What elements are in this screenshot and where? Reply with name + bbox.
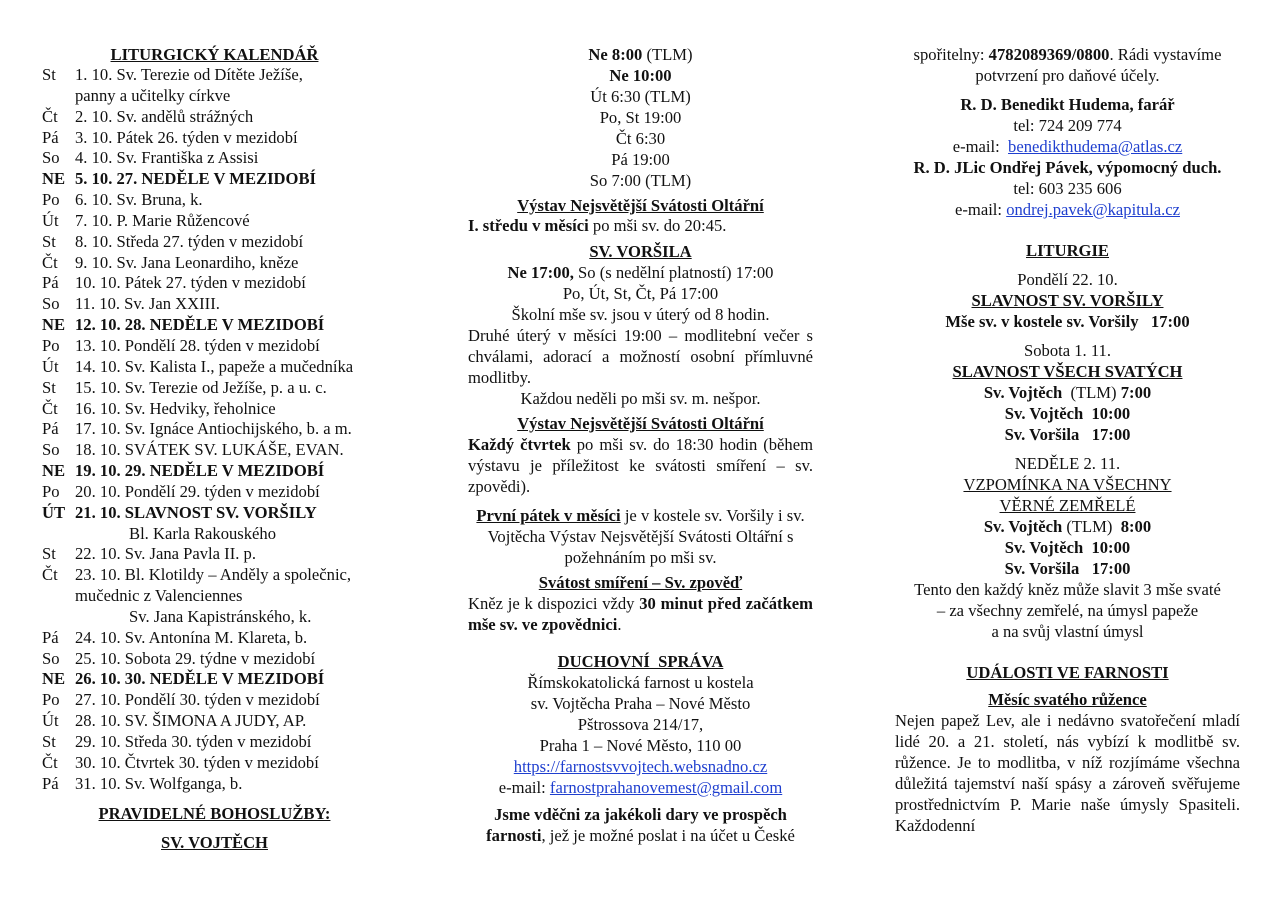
calendar-day: So	[42, 440, 60, 460]
vojtech-mass-3: Út 6:30 (TLM)	[590, 87, 691, 106]
calendar-entry	[42, 107, 387, 128]
calendar-entry	[42, 86, 387, 107]
liturgy-e2-mass-1: Sv. Vojtěch (TLM) 7:00	[983, 383, 1152, 402]
calendar-text: 1. 10. Sv. Terezie od Dítěte Ježíše,	[75, 65, 303, 84]
vorsila-mass-1: Ne 17:00, So (s nedělní platností) 17:00	[507, 262, 774, 282]
left-column	[42, 44, 387, 853]
calendar-day: Čt	[42, 106, 58, 126]
liturgy-title: LITURGIE	[1026, 241, 1109, 260]
liturgy-e1-title: SLAVNOST SV. VORŠILY	[971, 291, 1164, 310]
calendar-entry	[42, 273, 387, 294]
calendar-day: Pá	[42, 773, 59, 793]
vojtech-mass-1: Ne 8:00 (TLM)	[588, 45, 693, 64]
calendar-entry	[42, 294, 387, 315]
calendar-text: 19. 10. 29. NEDĚLE V MEZIDOBÍ	[75, 461, 325, 481]
calendar-text: 24. 10. Sv. Antonína M. Klareta, b.	[75, 627, 308, 647]
liturgy-e2-date: Sobota 1. 11.	[1024, 341, 1111, 360]
calendar-entry	[42, 628, 387, 649]
confession-text: Kněz je k dispozici vždy 30 minut před začátkem mše sv. ve zpovědnici.	[468, 593, 813, 634]
calendar-entry	[42, 565, 387, 586]
calendar-entry	[42, 65, 387, 86]
calendar-entry	[42, 732, 387, 753]
parish-city: Praha 1 – Nové Město, 110 00	[539, 735, 742, 755]
first-friday-text: První pátek v měsíci je v kostele sv. Voršily i sv. Vojtěcha Výstav Nejsvětější Svátosti Oltářní s požehnáním po mši sv.	[476, 505, 805, 567]
vojtech-mass-7: So 7:00 (TLM)	[589, 171, 692, 190]
calendar-text: 22. 10. Sv. Jana Pavla II. p.	[75, 544, 256, 564]
vojtech-title: SV. VOJTĚCH	[161, 832, 268, 852]
calendar-text: 14. 10. Sv. Kalista I., papeže a mučedníka	[75, 356, 354, 376]
calendar-day: NE	[42, 169, 66, 189]
calendar-entry	[42, 774, 387, 795]
calendar-day: ÚT	[42, 502, 66, 522]
calendar-text: 26. 10. 30. NEDĚLE V MEZIDOBÍ	[75, 669, 325, 689]
calendar-entry	[42, 586, 387, 607]
calendar-day: Pá	[42, 419, 59, 439]
calendar-day: Pá	[42, 627, 59, 647]
calendar-text: Sv. Jana Kapistránského, k.	[129, 606, 312, 626]
priest2-email-line: e-mail: ondrej.pavek@kapitula.cz	[955, 200, 1180, 219]
calendar-day: Po	[42, 335, 60, 355]
calendar-list	[42, 65, 387, 795]
calendar-entry	[42, 357, 387, 378]
vojtech-mass-2: Ne 10:00	[609, 66, 672, 85]
calendar-day: Pá	[42, 273, 59, 293]
events-title: UDÁLOSTI VE FARNOSTI	[966, 663, 1169, 682]
administration-title: DUCHOVNÍ SPRÁVA	[557, 651, 724, 671]
calendar-day: So	[42, 294, 60, 314]
calendar-day: St	[42, 732, 56, 751]
calendar-text: 29. 10. Středa 30. týden v mezidobí	[75, 732, 312, 751]
calendar-text: 13. 10. Pondělí 28. týden v mezidobí	[75, 335, 320, 355]
calendar-day: Čt	[42, 565, 58, 585]
middle-column	[468, 44, 813, 846]
calendar-day: St	[42, 377, 56, 397]
calendar-text: 25. 10. Sobota 29. týdne v mezidobí	[75, 648, 316, 668]
calendar-text: 23. 10. Bl. Klotildy – Anděly a společnic,	[75, 565, 352, 585]
calendar-entry	[42, 169, 387, 190]
vojtech-mass-6: Pá 19:00	[611, 150, 670, 169]
calendar-text: 17. 10. Sv. Ignáce Antiochijského, b. a m.	[75, 419, 352, 439]
right-column	[895, 44, 1240, 836]
calendar-text: 20. 10. Pondělí 29. týden v mezidobí	[75, 481, 320, 501]
calendar-day: Út	[42, 210, 59, 230]
calendar-text: 31. 10. Sv. Wolfganga, b.	[75, 773, 243, 793]
calendar-day: So	[42, 648, 60, 668]
calendar-day: St	[42, 231, 56, 251]
priest1-tel: tel: 724 209 774	[1013, 116, 1122, 135]
liturgy-e3-date: NEDĚLE 2. 11.	[1014, 454, 1121, 473]
liturgy-e3-title-1: VZPOMÍNKA NA VŠECHNY	[963, 475, 1172, 494]
calendar-entry	[42, 315, 387, 336]
calendar-entry	[42, 544, 387, 565]
vojtech-mass-5: Čt 6:30	[615, 129, 666, 148]
adoration2-text: Každý čtvrtek po mši sv. do 18:30 hodin (během výstavu je příležitost ke svátosti smíření – sv. zpovědi).	[468, 434, 813, 496]
calendar-text: 9. 10. Sv. Jana Leonardiho, kněze	[75, 252, 299, 272]
vorsila-school: Školní mše sv. jsou v úterý od 8 hodin.	[511, 304, 770, 324]
calendar-text: 3. 10. Pátek 26. týden v mezidobí	[75, 127, 298, 147]
calendar-text: 8. 10. Středa 27. týden v mezidobí	[75, 231, 304, 251]
calendar-text: 7. 10. P. Marie Růžencové	[75, 210, 250, 230]
liturgy-e1-date: Pondělí 22. 10.	[1017, 270, 1118, 289]
vorsila-vespers: Každou neděli po mši sv. m. nešpor.	[520, 388, 761, 408]
liturgy-e3-mass-3: Sv. Voršila 17:00	[1004, 559, 1131, 578]
liturgy-e2-mass-3: Sv. Voršila 17:00	[1004, 425, 1131, 444]
priest2-name: R. D. JLic Ondřej Pávek, výpomocný duch.	[913, 158, 1222, 177]
calendar-entry	[42, 378, 387, 399]
priest2-email-link[interactable]: ondrej.pavek@kapitula.cz	[1006, 200, 1180, 219]
liturgy-e1-mass: Mše sv. v kostele sv. Voršily 17:00	[945, 312, 1190, 331]
donation-receipt-line: potvrzení pro daňové účely.	[975, 66, 1160, 85]
calendar-day: Pá	[42, 127, 59, 147]
parish-street: Pštrossova 214/17,	[577, 714, 704, 734]
calendar-day: Čt	[42, 752, 58, 772]
events-text: Nejen papež Lev, ale i nedávno svatořečení mladí lidé 20. a 21. století, nás vybízí k modlitbě sv. růžence. Je to modlitba, v níž rozjímáme všechna důležitá tajemství naší spásy a zároveň svěřujeme prostřednictvím P. Marie naše úmysly Spasiteli. Každodenní	[895, 711, 1240, 835]
calendar-entry	[42, 753, 387, 774]
calendar-day: NE	[42, 315, 66, 335]
calendar-entry	[42, 232, 387, 253]
calendar-entry	[42, 649, 387, 670]
confession-title: Svátost smíření – Sv. zpověď	[538, 572, 743, 592]
priest1-email-line: e-mail: benedikthudema@atlas.cz	[952, 137, 1183, 156]
calendar-text: 27. 10. Pondělí 30. týden v mezidobí	[75, 690, 320, 710]
adoration2-title: Výstav Nejsvětější Svátosti Oltářní	[517, 413, 764, 433]
calendar-day: So	[42, 148, 60, 168]
calendar-entry	[42, 690, 387, 711]
liturgy-e3-mass-1: Sv. Vojtěch (TLM) 8:00	[983, 517, 1152, 536]
calendar-entry	[42, 399, 387, 420]
vorsila-prayer-evening: Druhé úterý v měsíci 19:00 – modlitební večer s chválami, adorací a možností osobní přímluvné modlitby.	[468, 325, 813, 387]
calendar-text: 4. 10. Sv. Františka z Assisi	[75, 148, 259, 168]
calendar-entry	[42, 336, 387, 357]
parish-email-line: e-mail: farnostprahanovemest@gmail.com	[498, 777, 783, 797]
calendar-text: 5. 10. 27. NEDĚLE V MEZIDOBÍ	[75, 169, 316, 189]
parish-name-2: sv. Vojtěcha Praha – Nové Město	[530, 693, 751, 713]
parish-website-link[interactable]: https://farnostsvvojtech.websnadno.cz	[513, 756, 768, 776]
calendar-text: Bl. Karla Rakouského	[129, 523, 277, 543]
calendar-entry	[42, 461, 387, 482]
calendar-entry	[42, 211, 387, 232]
calendar-day: NE	[42, 461, 66, 481]
calendar-entry	[42, 128, 387, 149]
vojtech-mass-4: Po, St 19:00	[599, 108, 682, 127]
liturgy-e3-note-1: Tento den každý kněz může slavit 3 mše svaté	[914, 580, 1221, 599]
liturgy-e3-note-2: – za všechny zemřelé, na úmysl papeže	[936, 601, 1199, 620]
adoration1-text: I. středu v měsíci po mši sv. do 20:45.	[468, 216, 727, 235]
calendar-text: 6. 10. Sv. Bruna, k.	[75, 190, 203, 210]
calendar-day: Út	[42, 711, 59, 731]
calendar-day: Po	[42, 690, 60, 710]
calendar-entry	[42, 524, 387, 545]
calendar-text: 12. 10. 28. NEDĚLE V MEZIDOBÍ	[75, 315, 325, 335]
calendar-day: Po	[42, 481, 60, 501]
calendar-day: Čt	[42, 398, 58, 418]
calendar-text: 21. 10. SLAVNOST SV. VORŠILY	[75, 502, 317, 522]
calendar-entry	[42, 148, 387, 169]
liturgy-e3-title-2: VĚRNÉ ZEMŘELÉ	[999, 496, 1136, 515]
parish-email-link[interactable]: farnostprahanovemest@gmail.com	[549, 777, 783, 797]
calendar-text: 2. 10. Sv. andělů strážných	[75, 106, 254, 126]
calendar-text: 11. 10. Sv. Jan XXIII.	[75, 294, 220, 314]
liturgy-e3-note-3: a na svůj vlastní úmysl	[991, 622, 1144, 641]
calendar-entry	[42, 253, 387, 274]
priest2-tel: tel: 603 235 606	[1013, 179, 1122, 198]
calendar-entry	[42, 503, 387, 524]
calendar-text: panny a učitelky církve	[75, 85, 231, 105]
calendar-text: 18. 10. SVÁTEK SV. LUKÁŠE, EVAN.	[75, 440, 344, 460]
calendar-entry	[42, 419, 387, 440]
adoration1-title: Výstav Nejsvětější Svátosti Oltářní	[517, 196, 764, 215]
vorsila-mass-2: Po, Út, St, Čt, Pá 17:00	[562, 283, 719, 303]
calendar-entry	[42, 482, 387, 503]
priest1-name: R. D. Benedikt Hudema, farář	[960, 95, 1175, 114]
calendar-day: St	[42, 65, 56, 84]
calendar-text: 10. 10. Pátek 27. týden v mezidobí	[75, 273, 306, 293]
calendar-day: Út	[42, 356, 59, 376]
priest1-email-link[interactable]: benedikthudema@atlas.cz	[1008, 137, 1183, 156]
calendar-text: 16. 10. Sv. Hedviky, řeholnice	[75, 398, 276, 418]
liturgy-e2-mass-2: Sv. Vojtěch 10:00	[1004, 404, 1131, 423]
services-title: PRAVIDELNÉ BOHOSLUŽBY:	[98, 803, 331, 823]
vorsila-title: SV. VORŠILA	[589, 241, 692, 261]
calendar-text: 30. 10. Čtvrtek 30. týden v mezidobí	[75, 752, 319, 772]
calendar-text: 15. 10. Sv. Terezie od Ježíše, p. a u. c.	[75, 377, 327, 397]
calendar-entry	[42, 711, 387, 732]
calendar-day: Po	[42, 190, 60, 210]
events-subtitle: Měsíc svatého růžence	[988, 690, 1147, 709]
donation-line-2: farnosti, jež je možné poslat i na účet u České	[486, 825, 795, 845]
calendar-day: Čt	[42, 252, 58, 272]
donation-account-line: spořitelny: 4782089369/0800. Rádi vystavíme	[913, 45, 1222, 64]
calendar-title: LITURGICKÝ KALENDÁŘ	[110, 45, 319, 64]
calendar-day: NE	[42, 669, 66, 689]
calendar-entry	[42, 607, 387, 628]
calendar-entry	[42, 190, 387, 211]
donation-line-1: Jsme vděčni za jakékoli dary ve prospěch	[494, 804, 787, 824]
calendar-day: St	[42, 544, 56, 564]
calendar-entry	[42, 669, 387, 690]
liturgy-e2-title: SLAVNOST VŠECH SVATÝCH	[952, 362, 1183, 381]
calendar-entry	[42, 440, 387, 461]
liturgy-e3-mass-2: Sv. Vojtěch 10:00	[1004, 538, 1131, 557]
calendar-text: 28. 10. SV. ŠIMONA A JUDY, AP.	[75, 711, 307, 731]
parish-name: Římskokatolická farnost u kostela	[527, 672, 754, 692]
calendar-text: mučednic z Valenciennes	[75, 586, 243, 606]
